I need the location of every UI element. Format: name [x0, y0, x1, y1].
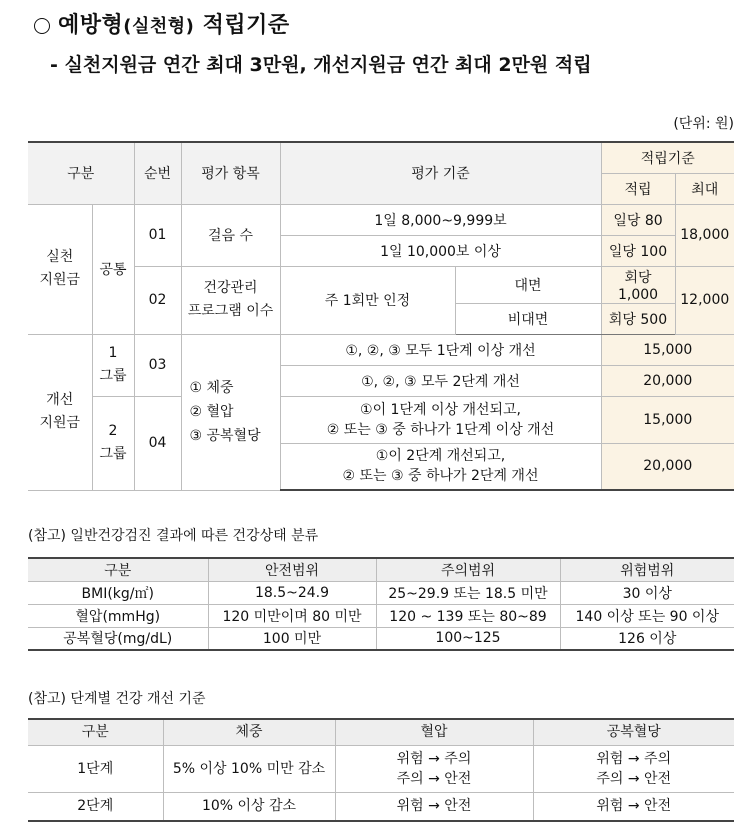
criteria-weekly: 주 1회만 인정	[280, 266, 455, 334]
step1-glucose: 위험 → 주의 주의 → 안전	[533, 745, 734, 792]
criteria-group1-b: ①, ②, ③ 모두 2단계 개선	[280, 365, 601, 396]
table-row	[28, 792, 734, 821]
criteria-steps-1: 1일 8,000~9,999보	[280, 204, 601, 235]
table-row	[28, 581, 734, 604]
max-program: 12,000	[675, 266, 734, 334]
item-program: 건강관리 프로그램 이수	[181, 266, 280, 334]
header-max: 최대	[675, 173, 734, 204]
table-cell: 126 이상	[560, 627, 734, 650]
ref2-title: (참고) 단계별 건강 개선 기준	[28, 691, 206, 707]
table-row	[28, 627, 734, 650]
table-cell: 혈압(mmHg)	[28, 604, 208, 627]
header-category: 구분	[28, 142, 134, 204]
table-cell: 120 ~ 139 또는 80~89	[376, 604, 560, 627]
table-cell: 120 미만이며 80 미만	[208, 604, 376, 627]
item-steps: 걸음 수	[181, 204, 280, 266]
section-title	[34, 8, 290, 39]
section-subtitle: - 실천지원금 연간 최대 3만원, 개선지원금 연간 최대 2만원 적립	[50, 54, 592, 76]
header-accrual: 적립기준	[601, 142, 734, 173]
improve-items: ① 체중 ② 혈압 ③ 공복혈당	[181, 334, 280, 490]
group-2: 2 그룹	[92, 396, 134, 490]
criteria-group2-a: ①이 1단계 이상 개선되고, ② 또는 ③ 중 하나가 1단계 이상 개선	[280, 396, 601, 443]
criteria-group2-b: ①이 2단계 개선되고, ② 또는 ③ 중 하나가 2단계 개선	[280, 443, 601, 490]
header-seq: 순번	[134, 142, 181, 204]
practice-group: 공통	[92, 204, 134, 334]
step1-label: 1단계	[28, 745, 163, 792]
ref2-header: 구분	[28, 719, 163, 745]
seq-04: 04	[134, 396, 181, 490]
header-accrual-amount: 적립	[601, 173, 675, 204]
header-criteria: 평가 기준	[280, 142, 601, 204]
table-row	[28, 745, 734, 792]
table-cell: 25~29.9 또는 18.5 미만	[376, 581, 560, 604]
max-steps: 18,000	[675, 204, 734, 266]
table-cell: 100~125	[376, 627, 560, 650]
improvement-steps-table	[28, 718, 734, 822]
step1-bp: 위험 → 주의 주의 → 안전	[335, 745, 533, 792]
title-main: 예방형	[58, 13, 124, 38]
accrual-criteria-table	[28, 141, 734, 491]
amount-steps-1: 일당 80	[601, 204, 675, 235]
amount-face: 회당 1,000	[601, 266, 675, 303]
amount-steps-2: 일당 100	[601, 235, 675, 266]
ref1-header: 주의범위	[376, 558, 560, 581]
health-status-table	[28, 557, 734, 651]
table-cell: BMI(kg/㎡)	[28, 581, 208, 604]
criteria-group1-a: ①, ②, ③ 모두 1단계 이상 개선	[280, 334, 601, 365]
improve-label: 개선 지원금	[28, 334, 92, 490]
mode-face: 대면	[455, 266, 601, 303]
ref2-header: 혈압	[335, 719, 533, 745]
step2-bp: 위험 → 안전	[335, 792, 533, 821]
ref1-header: 구분	[28, 558, 208, 581]
table-cell: 140 이상 또는 90 이상	[560, 604, 734, 627]
ref1-header: 안전범위	[208, 558, 376, 581]
amount-group2-a: 15,000	[601, 396, 734, 443]
amount-group1-a: 15,000	[601, 334, 734, 365]
title-paren: (실천형)	[123, 16, 195, 37]
ref1-title: (참고) 일반건강검진 결과에 따른 건강상태 분류	[28, 528, 319, 544]
amount-group1-b: 20,000	[601, 365, 734, 396]
seq-01: 01	[134, 204, 181, 266]
table-cell: 30 이상	[560, 581, 734, 604]
title-rest: 적립기준	[202, 13, 290, 38]
unit-label: (단위: 원)	[673, 116, 734, 132]
step2-weight: 10% 이상 감소	[163, 792, 335, 821]
ref2-header: 체중	[163, 719, 335, 745]
amount-group2-b: 20,000	[601, 443, 734, 490]
table-row	[28, 604, 734, 627]
table-cell: 공복혈당(mg/dL)	[28, 627, 208, 650]
table-cell: 18.5~24.9	[208, 581, 376, 604]
practice-label: 실천 지원금	[28, 204, 92, 334]
header-item: 평가 항목	[181, 142, 280, 204]
ref2-header: 공복혈당	[533, 719, 734, 745]
step2-glucose: 위험 → 안전	[533, 792, 734, 821]
seq-02: 02	[134, 266, 181, 334]
mode-nonface: 비대면	[455, 303, 601, 334]
ref1-header: 위험범위	[560, 558, 734, 581]
step1-weight: 5% 이상 10% 미만 감소	[163, 745, 335, 792]
group-1: 1 그룹	[92, 334, 134, 396]
criteria-steps-2: 1일 10,000보 이상	[280, 235, 601, 266]
table-cell: 100 미만	[208, 627, 376, 650]
amount-nonface: 회당 500	[601, 303, 675, 334]
step2-label: 2단계	[28, 792, 163, 821]
circle-bullet-icon	[34, 18, 50, 34]
seq-03: 03	[134, 334, 181, 396]
